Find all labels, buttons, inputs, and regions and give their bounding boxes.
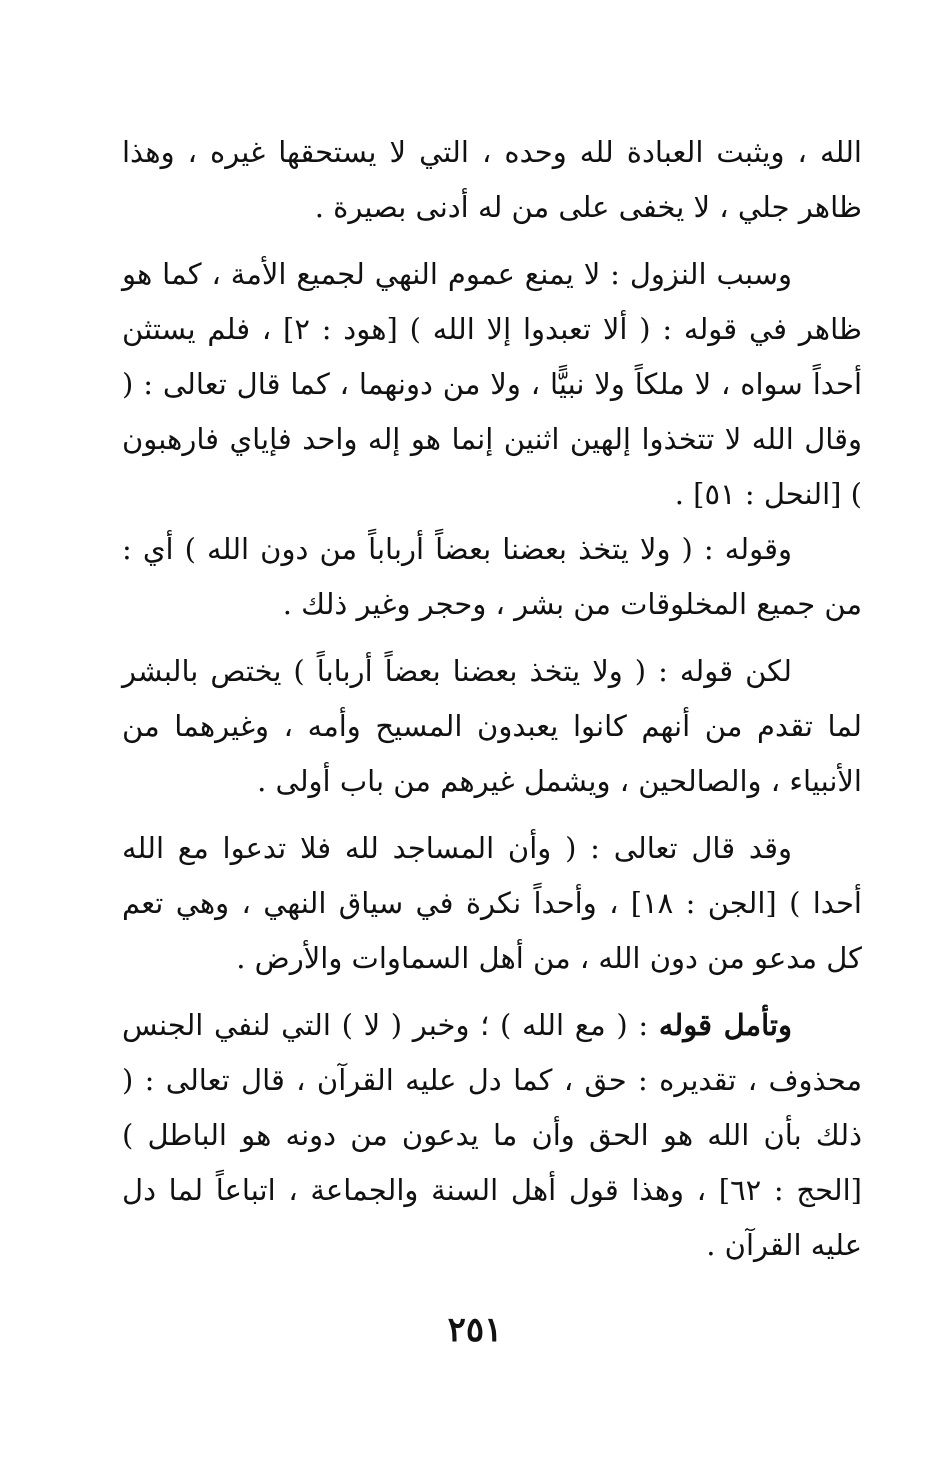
paragraph-1: الله ، ويثبت العبادة لله وحده ، التي لا يستحقها غيره ، وهذا ظاهر جلي ، لا يخفى على من له أدنى بصيرة . — [122, 135, 862, 224]
body-text — [122, 125, 862, 1273]
paragraph-6-lead: وتأمل قوله — [658, 1008, 792, 1042]
paragraph-2: وسبب النزول : لا يمنع عموم النهي لجميع الأمة ، كما هو ظاهر في قوله : ( ألا تعبدوا إلا الله ) [هود : ٢] ، فلم يستثن أحداً سواه ، لا ملكاً ولا نبيًّا ، ولا من دونهما ، كما قال تعالى : ( وقال الله لا تتخذوا إلهين اثنين إنما هو إله واحد فإياي فارهبون ) [النحل : ٥١] . — [122, 257, 862, 511]
paragraph-4: لكن قوله : ( ولا يتخذ بعضنا بعضاً أرباباً ) يختص بالبشر لما تقدم من أنهم كانوا يعبدون المسيح وأمه ، وغيرهما من الأنبياء ، والصالحين ، ويشمل غيرهم من باب أولى . — [122, 654, 862, 798]
paragraph-3: وقوله : ( ولا يتخذ بعضنا بعضاً أرباباً من دون الله ) أي : من جميع المخلوقات من بشر ، وحجر وغير ذلك . — [122, 532, 862, 621]
paragraph-6 — [122, 998, 862, 1273]
paragraph-6-text: : ( مع الله ) ؛ وخبر ( لا ) التي لنفي الجنس محذوف ، تقديره : حق ، كما دل عليه القرآن ، قال تعالى : ( ذلك بأن الله هو الحق وأن ما يدعون من دونه هو الباطل ) [الحج : ٦٢] ، وهذا قول أهل السنة والجماعة ، اتباعاً لما دل عليه القرآن . — [122, 1008, 862, 1262]
paragraph-5: وقد قال تعالى : ( وأن المساجد لله فلا تدعوا مع الله أحدا ) [الجن : ١٨] ، وأحداً نكرة في سياق النهي ، وهي تعم كل مدعو من دون الله ، من أهل السماوات والأرض . — [122, 831, 862, 975]
page-number: ٢٥١ — [447, 1310, 503, 1350]
